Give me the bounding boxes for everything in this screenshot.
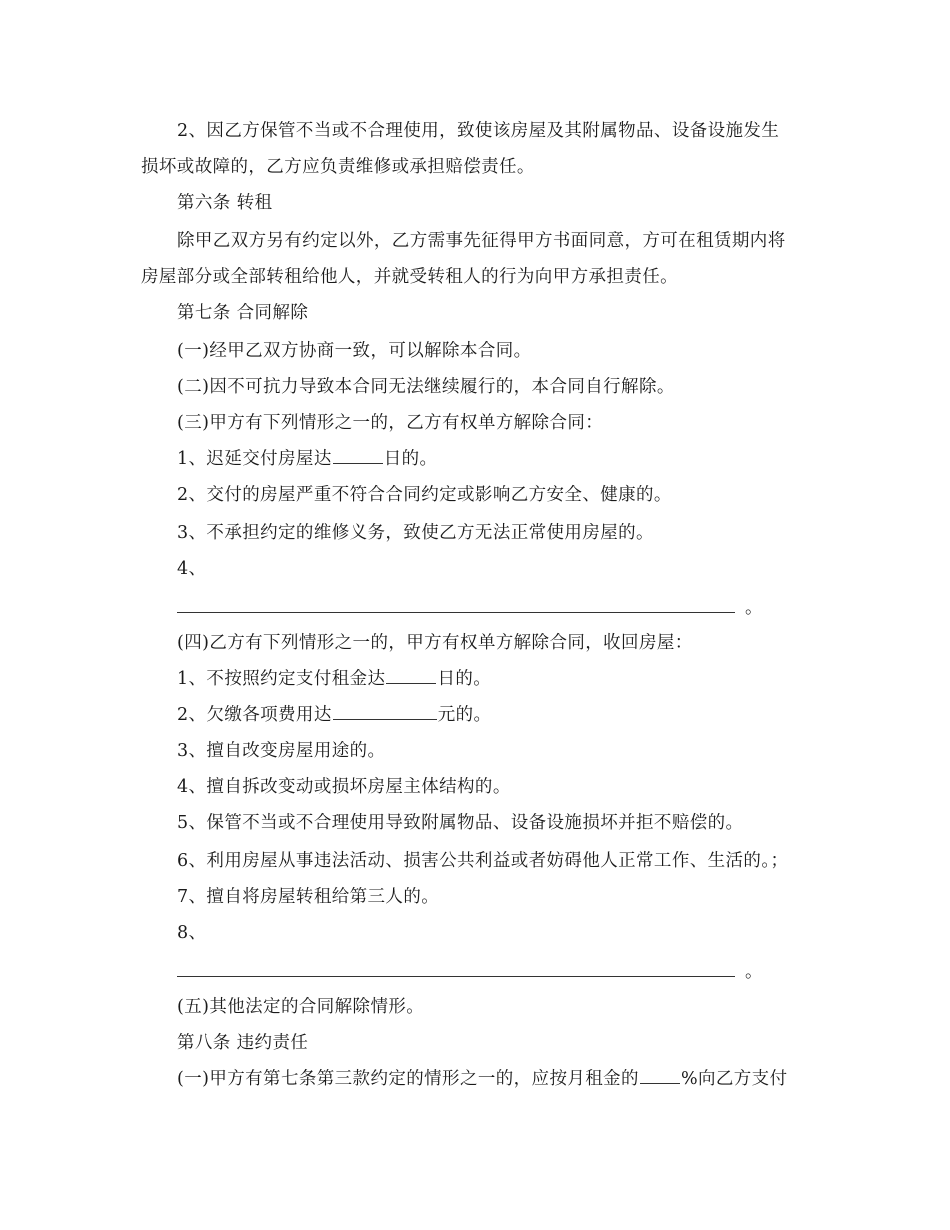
- fill-in-line: [177, 958, 763, 980]
- paragraph-line: 2、交付的房屋严重不符合合同约定或影响乙方安全、健康的。: [177, 485, 672, 505]
- section-heading: 第八条 违约责任: [177, 1033, 309, 1053]
- fill-in-line: [177, 594, 763, 616]
- paragraph-line: (二)因不可抗力导致本合同无法继续履行的，本合同自行解除。: [177, 377, 675, 397]
- paragraph-line: (五)其他法定的合同解除情形。: [177, 997, 425, 1017]
- text-segment: 1、不按照约定支付租金达: [177, 669, 386, 689]
- fill-in-blank: [333, 448, 383, 464]
- fill-in-rule: [177, 598, 735, 613]
- section-heading: 第七条 合同解除: [177, 303, 309, 323]
- paragraph-line: [177, 448, 437, 470]
- fill-in-blank: [640, 1068, 680, 1084]
- paragraph-line: 6、利用房屋从事违法活动、损害公共利益或者妨碍他人正常工作、生活的。；: [177, 851, 789, 871]
- paragraph-line: 3、擅自改变房屋用途的。: [177, 741, 386, 761]
- paragraph-line: 除甲乙双方另有约定以外，乙方需事先征得甲方书面同意，方可在租赁期内将: [177, 231, 786, 251]
- paragraph-line: 损坏或故障的，乙方应负责维修或承担赔偿责任。: [141, 157, 535, 177]
- paragraph-line: 5、保管不当或不合理使用导致附属物品、设备设施损坏并拒不赔偿的。: [177, 813, 744, 833]
- paragraph-line: (四)乙方有下列情形之一的，甲方有权单方解除合同，收回房屋：: [177, 633, 693, 653]
- paragraph-line: (一)经甲乙双方协商一致，可以解除本合同。: [177, 341, 532, 361]
- fill-in-rule: [177, 962, 735, 977]
- text-segment: %向乙方支付: [680, 1069, 788, 1089]
- paragraph-line: [177, 704, 491, 726]
- fill-in-blank: [386, 668, 436, 684]
- paragraph-line: [177, 668, 491, 690]
- section-heading: 第六条 转租: [177, 193, 273, 213]
- text-segment: (一)甲方有第七条第三款约定的情形之一的，应按月租金的: [177, 1069, 639, 1089]
- period-mark: 。: [745, 962, 763, 982]
- text-segment: 日的。: [383, 449, 438, 469]
- paragraph-line: 房屋部分或全部转租给他人，并就受转租人的行为向甲方承担责任。: [141, 267, 678, 287]
- paragraph-line: 4、: [177, 559, 207, 579]
- paragraph-line: (三)甲方有下列情形之一的，乙方有权单方解除合同：: [177, 413, 604, 433]
- paragraph-line: [177, 1068, 787, 1090]
- text-segment: 1、迟延交付房屋达: [177, 449, 332, 469]
- paragraph-line: 7、擅自将房屋转租给第三人的。: [177, 887, 440, 907]
- text-segment: 日的。: [437, 669, 492, 689]
- fill-in-blank: [333, 704, 437, 720]
- paragraph-line: 3、不承担约定的维修义务，致使乙方无法正常使用房屋的。: [177, 523, 654, 543]
- text-segment: 2、欠缴各项费用达: [177, 705, 332, 725]
- paragraph-line: 8、: [177, 923, 207, 943]
- text-segment: 元的。: [437, 705, 492, 725]
- period-mark: 。: [745, 598, 763, 618]
- paragraph-line: 2、因乙方保管不当或不合理使用，致使该房屋及其附属物品、设备设施发生: [177, 121, 780, 141]
- paragraph-line: 4、擅自拆改变动或损坏房屋主体结构的。: [177, 777, 511, 797]
